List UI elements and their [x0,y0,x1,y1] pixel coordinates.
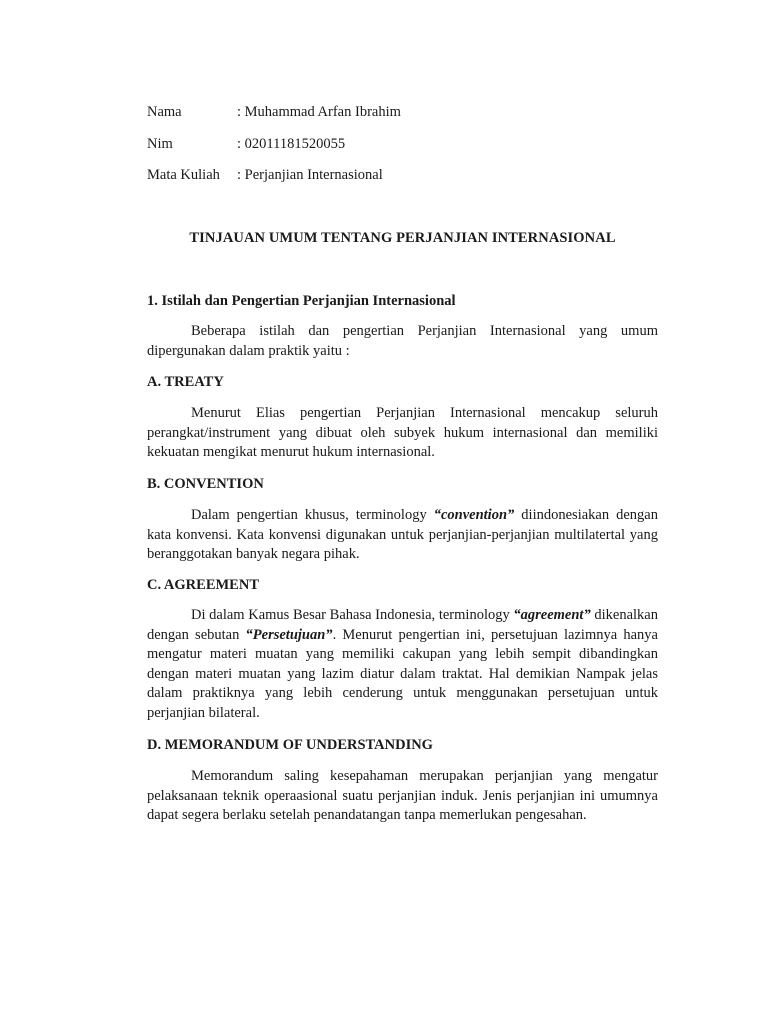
treaty-heading: A. TREATY [147,374,224,390]
mou-heading: D. MEMORANDUM OF UNDERSTANDING [147,737,433,753]
agreement-text-after: . Menurut pengertian ini, persetujuan lazimnya hanya mengatur materi muatan yang memiliki cakupan yang lebih sempit dibandingkan dengan materi muatan yang lazim diatur dalam traktat. Hal demikian Nampak jelas dalam praktiknya yang lebih cenderung untuk menggunakan persetujuan untuk perjanjian bilateral. [147,626,658,721]
name-label: Nama [147,104,182,120]
agreement-term-persetujuan: “Persetujuan” [245,626,333,643]
course-label: Mata Kuliah [147,167,220,183]
agreement-heading: C. AGREEMENT [147,577,259,593]
convention-paragraph [147,506,658,565]
convention-text-before: Dalam pengertian khusus, terminology [191,507,434,523]
agreement-text-middle: dikenalkan dengan sebutan [147,607,658,643]
course-value: : Perjanjian Internasional [237,167,383,183]
nim-value: : 02011181520055 [237,136,346,152]
identity-row-nim [147,135,345,153]
document-title: TINJAUAN UMUM TENTANG PERJANJIAN INTERNASIONAL [189,230,616,246]
agreement-term: “agreement” [513,607,591,623]
section-1-heading: 1. Istilah dan Pengertian Perjanjian Internasional [147,293,456,309]
section-1-intro: Beberapa istilah dan pengertian Perjanjian Internasional yang umum dipergunakan dalam praktik yaitu : [147,323,658,359]
nim-label: Nim [147,136,173,152]
convention-heading: B. CONVENTION [147,476,264,492]
agreement-text-before: Di dalam Kamus Besar Bahasa Indonesia, terminology [191,607,514,623]
mou-paragraph: Memorandum saling kesepahaman merupakan perjanjian yang mengatur pelaksanaan teknik operaasional suatu perjanjian induk. Jenis perjanjian ini umumnya dapat segera berlaku setelah penandatangan tanpa memerlukan pengesahan. [147,768,658,823]
identity-row-course [147,166,383,184]
convention-text-after: diindonesiakan dengan kata konvensi. Kata konvensi digunakan untuk perjanjian-perjanjian multilatertal yang beranggotakan banyak negara pihak. [147,507,658,562]
convention-term: “convention” [433,507,515,523]
name-value: : Muhammad Arfan Ibrahim [237,104,401,120]
treaty-paragraph: Menurut Elias pengertian Perjanjian Internasional mencakup seluruh perangkat/instrument yang dibuat oleh subyek hukum internasional dan memiliki kekuatan mengikat menurut hukum internasional. [147,405,658,460]
identity-row-name [147,103,401,121]
agreement-paragraph [147,606,658,723]
